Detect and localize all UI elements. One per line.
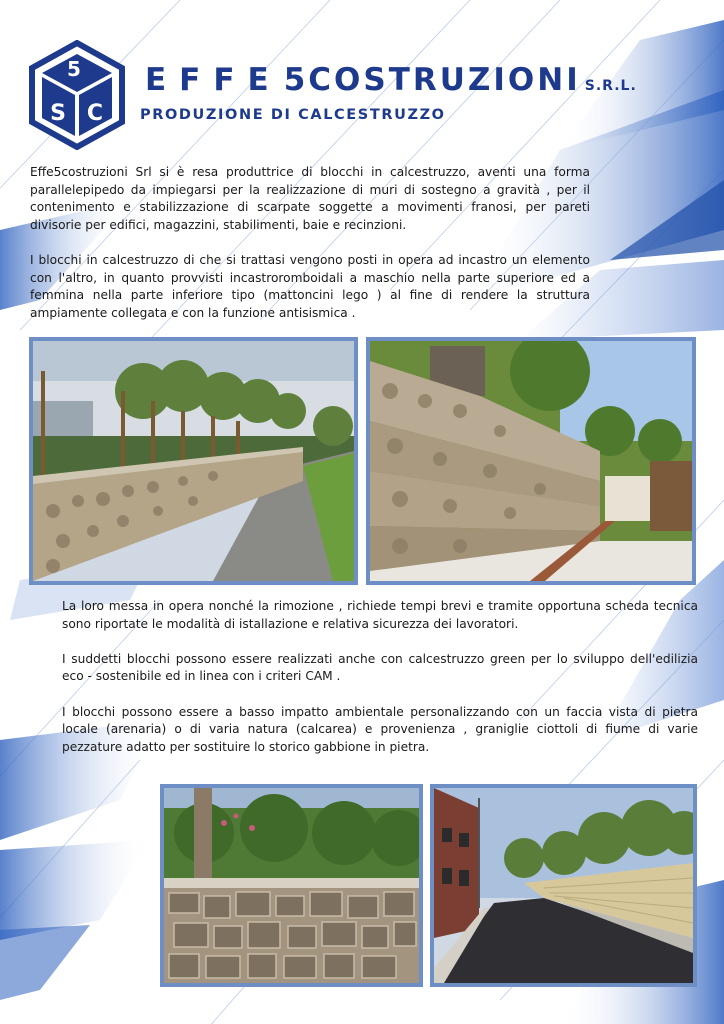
- intro-text: [30, 164, 590, 322]
- company-tagline: PRODUZIONE DI CALCESTRUZZO: [140, 107, 446, 123]
- photo-stone-wall-closeup: [160, 784, 423, 987]
- company-name-part2: 5COSTRUZIONI: [283, 62, 581, 98]
- svg-text:C: C: [86, 101, 104, 126]
- photo-stone-wall-path: [29, 337, 358, 585]
- svg-text:S: S: [50, 101, 66, 126]
- photo-terraced-wall: [366, 337, 696, 585]
- intro-paragraph: Effe5costruzioni Srl si è resa produttrice di blocchi in calcestruzzo, aventi una forma parallelepipedo da impiegarsi per la realizzazione di muri di sostegno a gravità , per il contenimento e stabilizzazione di scarpate soggette a movimenti franosi, per pareti divisorie per edifici, magazzini, stabilimenti, baie e recinzioni.: [30, 165, 590, 232]
- details-paragraph: I blocchi possono essere a basso impatto ambientale personalizzando con un faccia vista di pietra locale (arenaria) o di varia natura (calcarea) e provenienza , graniglie ciottoli di fiume di varie pezzature adatto per sostituire lo storico gabbione in pietra.: [62, 704, 698, 754]
- photo-street-retaining-wall: [430, 784, 697, 987]
- company-name-part1: EFFE: [145, 62, 282, 98]
- company-suffix: S.R.L.: [584, 78, 637, 94]
- details-paragraph: I suddetti blocchi possono essere realizzati anche con calcestruzzo green per lo sviluppo dell'edilizia eco - sostenibile ed in linea con i criteri CAM .: [62, 651, 698, 684]
- intro-paragraph: I blocchi in calcestruzzo di che si trattasi vengono posti in opera ad incastro un elemento con l'altro, in quanto provvisti incastroromboidali a maschio nella parte superiore ed a femmina nella parte inferiore tipo (mattoncini lego ) al fine di rendere la struttura ampiamente collegata e con la funzione antisismica .: [30, 252, 590, 320]
- company-name: [145, 62, 637, 98]
- details-text: [62, 598, 698, 756]
- details-paragraph: La loro messa in opera nonché la rimozione , richiede tempi brevi e tramite opportuna scheda tecnica sono riportate le modalità di istallazione e relativa sicurezza dei lavoratori.: [62, 599, 698, 631]
- cube-monogram-icon: [28, 40, 126, 150]
- svg-text:5: 5: [67, 57, 81, 81]
